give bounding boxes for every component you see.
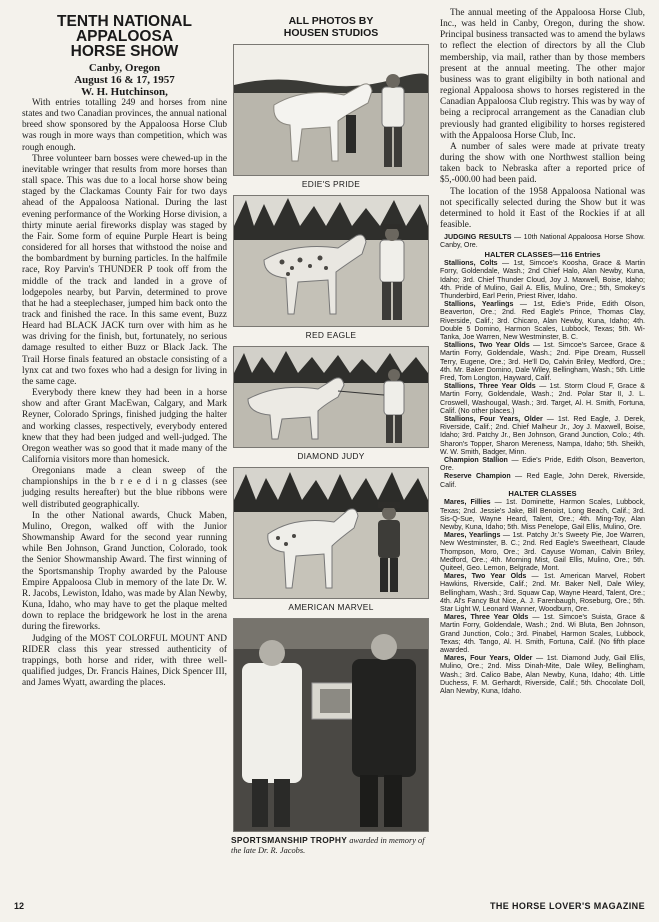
- result-text: — Edie's Pride, Edith Olson, Beaverton, Ore.: [440, 456, 645, 473]
- result-class: Stallions, Colts: [444, 259, 498, 268]
- result-text: — 1st. Simcoe's Suista, Grace & Martin Forry, Goldendale, Wash.; 2nd. Wi Bluta, Ben Johnson, Grand Junction, Colo.; 3rd. Pinabel, Harmon Scales, Lubbock, Texas; 4th. Tango, Al. H. Smith, Fortuna, Calif. (No fifth place awarded.: [440, 613, 645, 655]
- article-paragraph: The location of the 1958 Appaloosa National was not specifically selected during the Show but it was determined to hold it East of the Rockies if at all feasible.: [440, 186, 645, 230]
- photo-caption: RED EAGLE: [305, 330, 357, 340]
- photo-credit-line: ALL PHOTOS BY: [288, 15, 374, 27]
- result-class: Mares, Two Year Olds: [444, 572, 527, 581]
- title-line: TENTH NATIONAL: [57, 13, 192, 30]
- result-class: Mares, Fillies: [444, 498, 491, 507]
- result-entry: [440, 654, 645, 695]
- result-entry: [440, 300, 645, 341]
- horse-photo: [233, 467, 429, 599]
- result-entry: [440, 382, 645, 415]
- result-text: — 1st, Edie's Pride, Edith Olson, Beaverton, Ore.; 2nd. Red Eagle's Prince, Thomas Clay, Riverside, Calif.; 3rd. Chicaro, Alan Newby, Kuna, Idaho; 4th. Double 5 Domino, Harmon Scales, Lubbock, Texas; 5th. Wi-Tanka, Joe Warren, New Westminster, B. C.: [440, 300, 646, 341]
- result-class: Stallions, Yearlings: [444, 300, 514, 309]
- photo-credit: [231, 15, 431, 39]
- result-text: — 1st. Red Eagle, J. Derek, Riverside, Calif.; 2nd. Chief Malheur Jr., Joy J. Maxwell, Boise, Idaho; 3rd. Patchy Jr., Ben Johnson, Grand Junction, Colo.; 4th. Sharon's Topper, Sharon Mereness, Nampa, Idaho; 5th. Sheikh, W. W. Smith, Badger, Minn.: [440, 414, 645, 456]
- magazine-name: THE HORSE LOVER'S MAGAZINE: [489, 901, 645, 911]
- trophy-caption: [231, 835, 431, 856]
- result-class: Stallions, Four Years, Older: [444, 414, 543, 423]
- result-entry: [440, 531, 645, 572]
- result-class: Mares, Yearlings: [444, 531, 501, 540]
- photo-credit-line: HOUSEN STUDIOS: [283, 27, 379, 39]
- result-class: Mares, Four Years, Older: [444, 654, 533, 663]
- result-entry: [440, 572, 645, 613]
- article-place: Canby, Oregon: [88, 62, 161, 74]
- article-paragraph: With entries totalling 249 and horses from nine states and two Canadian provinces, the annual national breed show sponsored by the Appaloosa Horse Club was rough in more ways than competition, which was rough enough.: [22, 98, 227, 153]
- results-column: [440, 8, 645, 695]
- title-line: HORSE SHOW: [70, 43, 179, 60]
- article-paragraph: In the other National awards, Chuck Maben, Mulino, Oregon, walked off with the Junior Showmanship Award for the second year running while Ben Johnson, Grand Junction, Colorado, took the Senior Showmanship Award. The first winning of the Sportsmanship Trophy awarded by the Palouse Empire Appaloosa Club in memory of the late Dr. W. R. Jacobs, Lewiston, Idaho, was made by Alan Newby, Kuna, Idaho, who may have to get the plaque melted down to replace the bridgework he lost in the arena during the fireworks.: [22, 510, 227, 633]
- result-text: — 1st. Simcoe's Sarcee, Grace & Martin Forry, Goldendale, Wash.; 2nd. Pipe Dream, Russell Terry, Eugene, Ore.; 3rd. He'll Do, Calvin Briley, Medford, Ore.; 4th. Mr. Baker Domino, Dale Wiley, Bellingham, Wash.; 5th. Little Fred, Tom Longton, Hayward, Calif.: [440, 341, 645, 382]
- halter-classes-heading: HALTER CLASSES—116 Entries: [484, 249, 601, 259]
- article-title: [22, 14, 227, 59]
- mares-classes-heading: HALTER CLASSES: [508, 488, 577, 498]
- result-text: — 1st. Storm Cloud F, Grace & Martin Forry, Goldendale, Wash.; 2nd. Polar Star II, J. L. Croswell, Washougal, Wash.; 3rd. Target, Al. H. Smith, Fortuna, Calif. (No other places.): [440, 382, 645, 415]
- result-class: Champion Stallion: [444, 456, 508, 464]
- result-entry: [440, 259, 645, 300]
- article-paragraph: Three volunteer barn bosses were chewed-up in the inevitable wringer that results from more horses than stall space. This was due to a local horse show being staged by the Clackamas County Fair for two days ahead of the Appaloosa National. During the last evening performance of the Working Horse division, a thirty minute aerial fireworks display was staged by the Fair. Some form of equine Purple Heart is being considered for all horses that withstood the noise and the bombardment by burning particles. In the halfmile race, Roy Parvin's THUNDER P took off from the middle of the track and landed in a grove of lodgepoles nearby, but Parvin, determined to prove that he had a steeplechaser, jumped him back onto the track and finished the race. In this same event, Buzz Heard had BLACK JACK turn over with him as he was driving for the finish, but, fortunately, no serious damage resulted to either Buzz or Black Jack. The Trail Horse finals featured an obstacle consisting of a lynx cat and two foxes who had a design for living in the same cage.: [22, 153, 227, 387]
- result-text: — Red Eagle, John Derek, Riverside, Calif.: [440, 472, 645, 489]
- result-entry: [440, 472, 645, 488]
- result-entry: [440, 456, 645, 472]
- result-class: Mares, Three Year Olds: [444, 613, 529, 622]
- article-paragraph: Oregonians made a clean sweep of the championships in the b r e e d i n g classes (see judging results hereafter) but the blue ribbons were well distributed geographically.: [22, 466, 227, 510]
- result-class: Stallions, Three Year Olds: [444, 382, 536, 391]
- trophy-photo: [233, 618, 429, 832]
- article-paragraph: A number of sales were made at private treaty during the show with one Northwest stallion being taken back to Nebraska after a reported price of $5,-000.00 had been paid.: [440, 141, 645, 186]
- result-text: — 1st. Diamond Judy, Gail Ellis, Mulino, Ore.; 2nd. Miss Dinah-Mite, Dale Wiley, Bellingham, Wash.; 3rd. Calico Babe, Alan Newby, Kuna, Idaho; 4th. Little Duchess, F. M. Gerhardt, Riverside, Calif.; 5th. Chocolate Doll, Alan Newby, Kuna, Idaho.: [440, 654, 645, 696]
- photo-caption: AMERICAN MARVEL: [288, 602, 374, 612]
- result-entry: [440, 498, 645, 531]
- page-number: 12: [14, 901, 25, 911]
- article-paragraph: The annual meeting of the Appaloosa Horse Club, Inc., was held in Canby, Oregon, during the show. Principal business transacted was to amend the bylaws to reflect the election of directors by all the Club membership, via mail, rather than by those members present at the annual meeting. The other major business was to grant eligibilty in both national and regional Appaloosa shows to horses registered in the Canadian Appaloosa Club registry. This was by way of being a reciprocal arrangement as the Canadian club previously had granted eligibility to horses registered with the Appaloosa Horse Club, Inc.: [440, 8, 645, 141]
- result-text: — 1st. Patchy Jr.'s Sweety Pie, Joe Warren, New Westminster, B. C.; 2nd. Red Eagle's Sweetheart, Claude Thompson, Moro, Ore.; 3rd. Cayuse Woman, Calvin Briley, Medford, Ore.; 4th. Morning Mist, Gail Ellis, Mulino, Ore.; 5th. Quiteel, Geo. Lemon, Belgrade, Mont.: [440, 531, 645, 573]
- title-line: APPALOOSA: [75, 28, 174, 45]
- photo-caption: EDIE'S PRIDE: [301, 179, 361, 189]
- result-entry: [440, 341, 645, 382]
- article-author: W. H. Hutchinson,: [81, 86, 168, 98]
- photo-caption: DIAMOND JUDY: [297, 451, 365, 461]
- result-text: — 1st, Simcoe's Koosha, Grace & Martin Forry, Goldendale, Wash.; 2nd Chief Halo, Alan Newby, Kuna, Idaho; 3rd. Chief Thunder Cloud, Joy J. Maxwell, Boise, Idaho; 4th. Pride of Mulino, Gail A. Ellis, Mulino, Ore.; 5th, Smokey's Thunderbird, Earl Perin, Priest River, Idaho.: [440, 259, 645, 300]
- result-text: — 1st. Dominette, Harmon Scales, Lubbock, Texas; 2nd. Jessie's Jake, Bill Benoist, Long Beach, Calif.; 3rd. Sis-Q-Sue, Wayne Heard, Talent, Ore.; 4th. Ming-Toy, Alan Newby, Kuna, Idaho; 5th. Miss Penelope, Gail Ellis, Mulino, Ore.: [440, 498, 646, 532]
- result-text: — 1st. American Marvel, Robert Hawkins, Riverside, Calif.; 2nd. Mr. Baker Nell, Dale Wiley, Bellingham, Wash.; 3rd. Squaw Cap, Wayne Heard, Talent, Ore.; 4th. Al's Fancy But Nice, A. J. Farenbaugh, Roseburg, Ore.; 5th. Star Light W, Leonard Wanner, Woodburn, Ore.: [440, 572, 645, 614]
- result-entry: [440, 415, 645, 456]
- trophy-caption-title: SPORTSMANSHIP TROPHY: [231, 835, 348, 845]
- article-column: [22, 8, 227, 689]
- article-paragraph: Everybody there knew they had been in a horse show and after Grant MacEwan, Calgary, and Mark Reyner, Colorado Springs, finished judging the halter and working classes, respectively, everybody entered knew that they had been judged and well-judged. The Oregon weather was so good that it made many of the California visitors more than homesick.: [22, 388, 227, 465]
- results-intro-text: — 10th National Appaloosa Horse Show. Canby, Ore.: [440, 233, 646, 250]
- horse-photo: [233, 195, 429, 327]
- results-intro: [440, 233, 645, 249]
- article-dates: August 16 & 17, 1957: [74, 74, 175, 86]
- judging-results: [440, 233, 645, 695]
- trophy-caption-text: awarded in memory of the late Dr. R. Jacobs.: [231, 836, 425, 855]
- result-class: Reserve Champion: [444, 472, 511, 481]
- result-class: Stallions, Two Year Olds: [444, 341, 530, 350]
- results-intro-label: JUDGING RESULTS: [444, 233, 512, 242]
- result-entry: [440, 613, 645, 654]
- horse-photo: [233, 44, 429, 176]
- horse-photo: [233, 346, 429, 448]
- photo-column: [231, 8, 431, 856]
- article-paragraph: Judging of the MOST COLORFUL MOUNT AND RIDER class this year stressed authenticity of trappings, both horse and rider, with three well-qualified judges, Dr. Francis Haines, Dick Spencer III, and James Wyatt, awarding the places.: [22, 633, 227, 689]
